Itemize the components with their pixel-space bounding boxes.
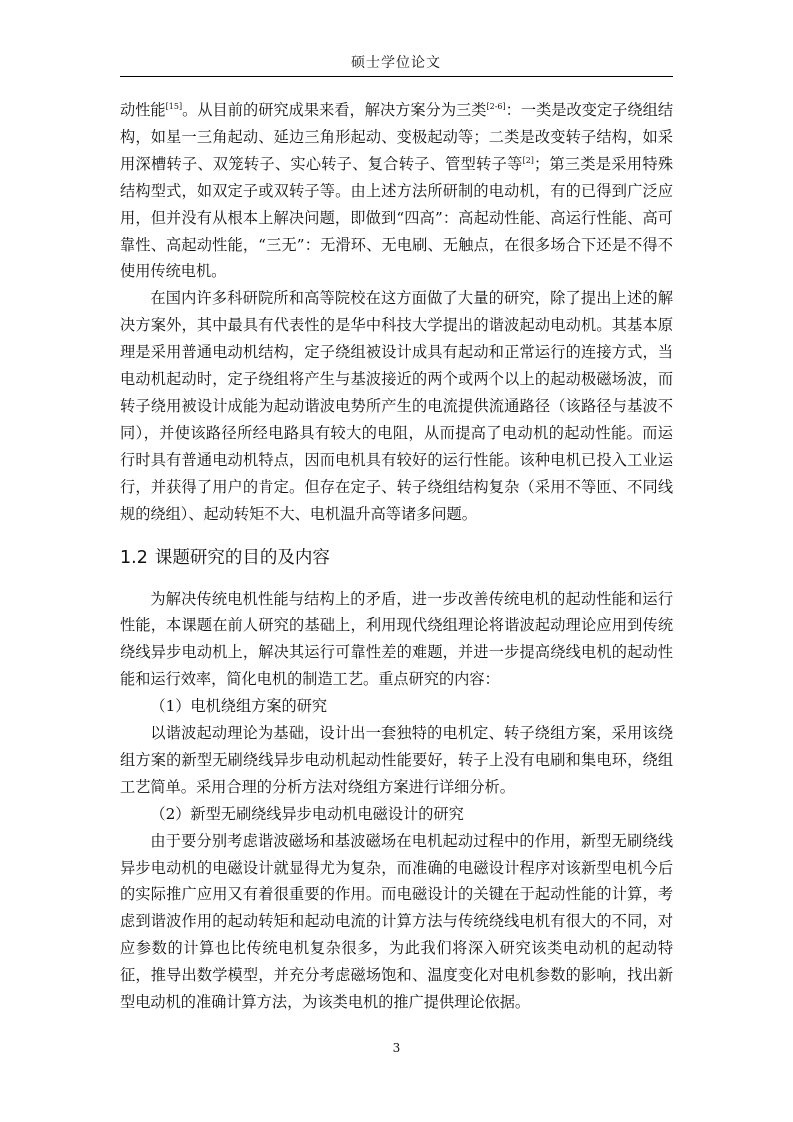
citation-ref-2-6: [2-6] <box>486 101 506 111</box>
citation-ref-15: [15] <box>165 101 183 111</box>
list-item-2-title: （2）新型无刷绕线异步电动机电磁设计的研究 <box>150 804 464 823</box>
paragraph-1 <box>120 97 673 285</box>
list-item-1-title: （1）电机绕组方案的研究 <box>150 697 328 716</box>
running-header-title: 硕士学位论文 <box>351 55 441 71</box>
body-text <box>120 97 673 1016</box>
section-number: 1.2 <box>120 547 148 568</box>
paragraph-2: 在国内许多科研院所和高等院校在这方面做了大量的研究，除了提出上述的解决方案外，其中最具有代表性的是华中科技大学提出的谐波起动电动机。其基本原理是采用普通电动机结构，定子绕组被设计成具有起动和正常运行的连接方式，当电动机起动时，定子绕组将产生与基波接近的两个或两个以上的起动极磁场波，而转子绕用被设计成能为起动谐波电势所产生的电流提供流通路径（该路径与基波不同），并使该路径所经电路具有较大的电阻，从而提高了电动机的起动性能。而运行时具有普通电动机特点，因而电机具有较好的运行性能。该种电机已投入工业运行，并获得了用户的肯定。但存在定子、转子绕组结构复杂（采用不等匝、不同线规的绕组）、起动转矩不大、电机温升高等诸多问题。 <box>120 289 673 523</box>
citation-ref-2: [2] <box>522 155 534 165</box>
paragraph-4: 以谐波起动理论为基础，设计出一套独特的电机定、转子绕组方案，采用该绕组方案的新型无刷绕线异步电动机起动性能要好，转子上没有电刷和集电环，绕组工艺简单。采用合理的分析方法对绕组方案进行详细分析。 <box>120 724 673 796</box>
header-rule <box>120 76 673 77</box>
paragraph-1-text-d: ；第三类是采用特殊结构型式，如双定子或双转子等。由上述方法所研制的电动机，有的已得到广泛应用，但并没有从根本上解决问题，即做到“四高”：高起动性能、高运行性能、高可靠性、高起动性能，“三无”：无滑环、无电刷、无触点，在很多场合下还是不得不使用传统电机。 <box>120 154 673 281</box>
page-number: 3 <box>392 1041 401 1055</box>
paragraph-3: 为解决传统电机性能与结构上的矛盾，进一步改善传统电机的起动性能和运行性能，本课题在前人研究的基础上，利用现代绕组理论将谐波起动理论应用到传统绕线异步电动机上，解决其运行可靠性差的难题，并进一步提高绕线电机的起动性能和运行效率，简化电机的制造工艺。重点研究的内容： <box>120 589 673 689</box>
paragraph-1-text-a: 动性能 <box>120 101 166 119</box>
paragraph-5: 由于要分别考虑谐波磁场和基波磁场在电机起动过程中的作用，新型无刷绕线异步电动机的电磁设计就显得尤为复杂，而准确的电磁设计程序对该新型电机今后的实际推广应用又有着很重要的作用。而电磁设计的关键在于起动性能的计算，考虑到谐波作用的起动转矩和起动电流的计算方法与传统绕线电机有很大的不同，对应参数的计算也比传统电机复杂很多，为此我们将深入研究该类电动机的起动特征，推导出数学模型，并充分考虑磁场饱和、温度变化对电机参数的影响，找出新型电动机的准确计算方法，为该类电机的推广提供理论依据。 <box>120 831 673 1012</box>
paragraph-1-text-b: 。从目前的研究成果来看，解决方案分为三类 <box>182 101 487 119</box>
section-title: 课题研究的目的及内容 <box>154 547 330 568</box>
section-heading <box>120 544 673 572</box>
paragraph-1-text-c: ：一类是改变定子绕组结构，如星一三角起动、延边三角形起动、变极起动等；二类是改变转子结构，如采用深槽转子、双笼转子、实心转子、复合转子、管型转子等 <box>120 101 674 173</box>
